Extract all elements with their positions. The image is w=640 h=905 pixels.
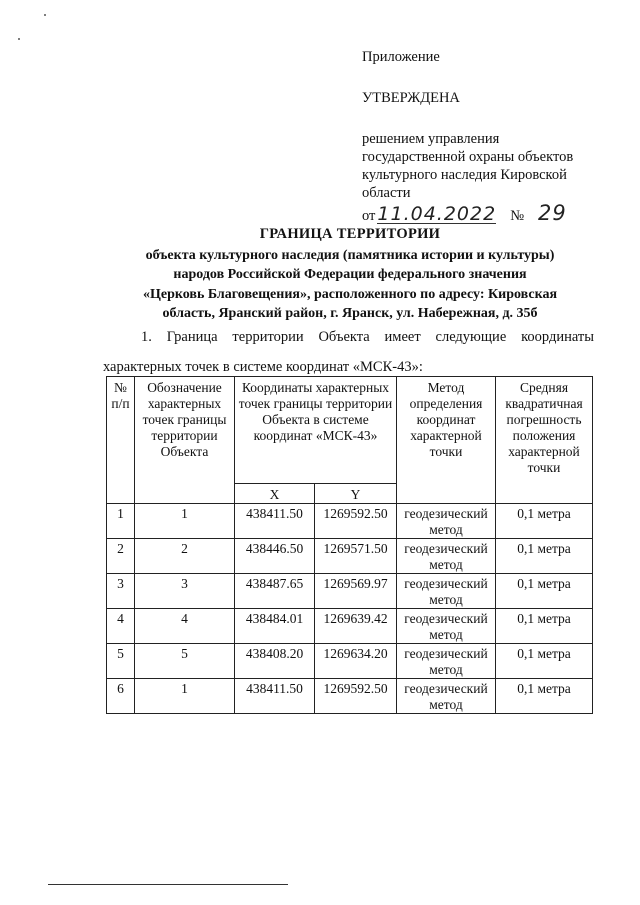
document-title (100, 225, 600, 324)
intro-paragraph (103, 322, 594, 382)
table-row (107, 539, 593, 574)
header-x: X (235, 484, 315, 504)
decision-text (362, 130, 602, 202)
cell-point: 5 (135, 644, 235, 679)
table-row (107, 679, 593, 714)
handwritten-date: 11.04.2022 (377, 203, 497, 225)
handwritten-number: 29 (538, 201, 567, 225)
cell-error: 0,1 метра (496, 679, 593, 714)
scan-speck (44, 14, 46, 16)
cell-method: геодезический метод (397, 504, 496, 539)
decision-line: культурного наследия Кировской (362, 167, 567, 183)
cell-num: 6 (107, 679, 135, 714)
decision-line: решением управления (362, 131, 500, 147)
intro-line: характерных точек в системе координат «МСК-43»: (103, 359, 423, 375)
approval-stamp-block (362, 48, 602, 225)
cell-point: 1 (135, 504, 235, 539)
table-row (107, 574, 593, 609)
cell-x: 438411.50 (235, 679, 315, 714)
cell-x: 438484.01 (235, 609, 315, 644)
table-body (107, 504, 593, 714)
header-error: Средняя квадратичная погрешность положения характерной точки (496, 377, 593, 504)
cell-error: 0,1 метра (496, 574, 593, 609)
cell-y: 1269639.42 (315, 609, 397, 644)
title-line: объекта культурного наследия (памятника истории и культуры) (145, 247, 555, 263)
cell-error: 0,1 метра (496, 539, 593, 574)
cell-method: геодезический метод (397, 644, 496, 679)
approval-date-row (362, 201, 602, 225)
cell-y: 1269634.20 (315, 644, 397, 679)
table-header (107, 377, 593, 504)
table-row (107, 644, 593, 679)
cell-y: 1269571.50 (315, 539, 397, 574)
cell-num: 4 (107, 609, 135, 644)
cell-y: 1269569.97 (315, 574, 397, 609)
cell-x: 438487.65 (235, 574, 315, 609)
cell-point: 3 (135, 574, 235, 609)
cell-x: 438446.50 (235, 539, 315, 574)
cell-num: 1 (107, 504, 135, 539)
cell-point: 2 (135, 539, 235, 574)
approved-label: УТВЕРЖДЕНА (362, 90, 460, 106)
coordinates-table (106, 376, 593, 714)
cell-num: 3 (107, 574, 135, 609)
cell-error: 0,1 метра (496, 609, 593, 644)
date-prefix: от (362, 208, 376, 224)
footer-divider (48, 884, 288, 885)
table-row (107, 609, 593, 644)
decision-line: области (362, 185, 411, 201)
cell-method: геодезический метод (397, 679, 496, 714)
header-designation: Обозначение характерных точек границы территории Объекта (135, 377, 235, 504)
cell-y: 1269592.50 (315, 679, 397, 714)
cell-num: 5 (107, 644, 135, 679)
scan-speck (18, 38, 20, 40)
title-line: «Церковь Благовещения», расположенного по адресу: Кировская (142, 286, 558, 302)
appendix-label: Приложение (362, 49, 440, 65)
number-sign: № (510, 208, 525, 224)
cell-x: 438408.20 (235, 644, 315, 679)
table-row (107, 504, 593, 539)
header-method: Метод определения координат характерной точки (397, 377, 496, 504)
header-y: Y (315, 484, 397, 504)
cell-point: 4 (135, 609, 235, 644)
decision-line: государственной охраны объектов (362, 149, 574, 165)
cell-method: геодезический метод (397, 574, 496, 609)
title-line: народов Российской Федерации федерального значения (173, 267, 527, 282)
cell-x: 438411.50 (235, 504, 315, 539)
cell-y: 1269592.50 (315, 504, 397, 539)
header-num: № п/п (107, 377, 135, 504)
cell-error: 0,1 метра (496, 504, 593, 539)
title-main: ГРАНИЦА ТЕРРИТОРИИ (259, 226, 441, 242)
cell-method: геодезический метод (397, 539, 496, 574)
cell-method: геодезический метод (397, 609, 496, 644)
header-coordinates: Координаты характерных точек границы территории Объекта в системе координат «МСК-43» (235, 377, 397, 484)
intro-line: 1. Граница территории Объекта имеет следующие координаты (141, 329, 594, 345)
cell-num: 2 (107, 539, 135, 574)
title-line: область, Яранский район, г. Яранск, ул. Набережная, д. 35б (162, 306, 538, 321)
cell-error: 0,1 метра (496, 644, 593, 679)
cell-point: 1 (135, 679, 235, 714)
